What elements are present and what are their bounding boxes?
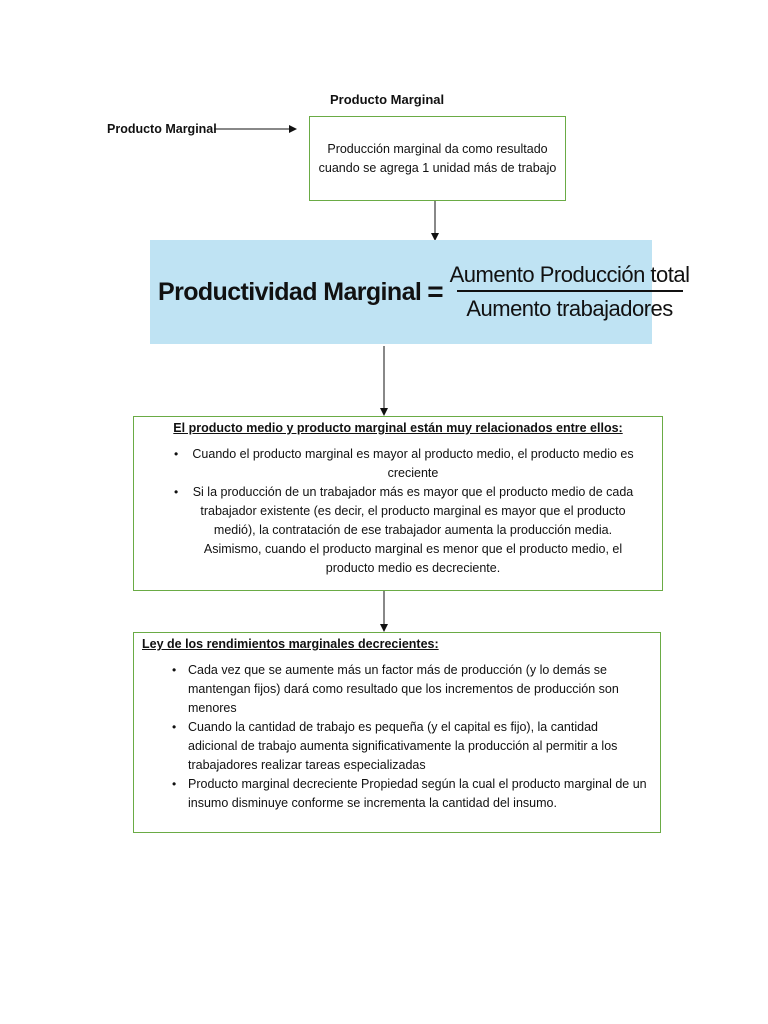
relation-heading: El producto medio y producto marginal están muy relacionados entre ellos: [173,421,623,435]
fraction-bar [457,290,683,292]
list-item-text: Cada vez que se aumente más un factor más de producción (y lo demás se mantengan fijos) dará como resultado que los incrementos de producción son menores [188,663,619,715]
law-heading: Ley de los rendimientos marginales decrecientes: [142,637,439,651]
relation-box [133,416,663,591]
law-box [133,632,661,833]
law-list [142,661,650,813]
side-label: Producto Marginal [107,122,217,136]
definition-box [309,116,566,201]
formula-denominator: Aumento trabajadores [466,296,673,321]
formula-equals: = [427,276,444,307]
list-item [144,483,652,578]
page-title: Producto Marginal [330,92,445,107]
list-item-text: Si la producción de un trabajador más es mayor que el producto medio de cada trabajador existente (es decir, el producto marginal es mayor que el producto medió), la contratación de ese trabajador aumenta la producción media. Asimismo, cuando el producto marginal es menor que el producto medio, el producto medio es decreciente. [192,485,634,575]
list-item [142,775,650,813]
list-item [142,718,650,775]
formula-fraction [450,262,690,322]
bullet-icon: • [172,663,177,677]
list-item-text: Cuando el producto marginal es mayor al producto medio, el producto medio es creciente [192,447,634,480]
bullet-icon: • [172,777,177,791]
formula-numerator: Aumento Producción total [449,262,690,287]
bullet-icon: • [174,447,179,461]
bullet-icon: • [172,720,177,734]
definition-text: Producción marginal da como resultado cuando se agrega 1 unidad más de trabajo [318,141,557,175]
bullet-icon: • [174,485,179,499]
formula-lhs: Productividad Marginal [158,277,422,306]
list-item-text: Cuando la cantidad de trabajo es pequeña (y el capital es fijo), la cantidad adicional de trabajo aumenta significativamente la producción al permitir a los trabajadores realizar tareas especializadas [188,720,618,772]
relation-list [144,445,652,578]
list-item [142,661,650,718]
list-item [144,445,652,483]
list-item-text: Producto marginal decreciente Propiedad según la cual el producto marginal de un insumo disminuye conforme se incrementa la cantidad del insumo. [188,777,647,810]
formula-banner [150,240,690,344]
